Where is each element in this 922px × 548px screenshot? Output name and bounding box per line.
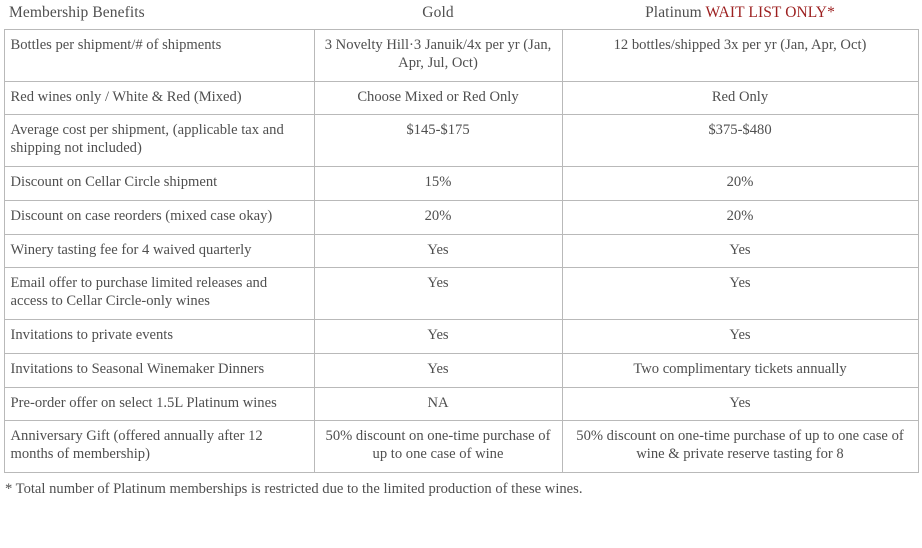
table-header — [4, 0, 918, 30]
table-row — [4, 353, 918, 387]
benefit-label: Average cost per shipment, (applicable tax and shipping not included) — [4, 115, 314, 167]
gold-value: 15% — [314, 166, 562, 200]
table-row — [4, 30, 918, 82]
header-gold: Gold — [422, 4, 454, 21]
gold-value: 20% — [314, 200, 562, 234]
platinum-value: 20% — [562, 200, 918, 234]
platinum-value: $375-$480 — [562, 115, 918, 167]
gold-value: Yes — [314, 319, 562, 353]
benefit-label: Red wines only / White & Red (Mixed) — [4, 81, 314, 115]
gold-value: 50% discount on one-time purchase of up to one case of wine — [314, 421, 562, 473]
table-row — [4, 387, 918, 421]
table-row — [4, 234, 918, 268]
table-body — [4, 30, 918, 473]
gold-value: Yes — [314, 353, 562, 387]
benefit-label: Invitations to private events — [4, 319, 314, 353]
platinum-value: Yes — [562, 387, 918, 421]
platinum-value: Yes — [562, 234, 918, 268]
gold-value: NA — [314, 387, 562, 421]
platinum-value: Two complimentary tickets annually — [562, 353, 918, 387]
header-row — [4, 0, 918, 30]
header-platinum — [562, 0, 918, 30]
benefit-label: Email offer to purchase limited releases and access to Cellar Circle-only wines — [4, 268, 314, 320]
membership-benefits-table — [4, 0, 919, 473]
gold-value: $145-$175 — [314, 115, 562, 167]
benefit-label: Discount on case reorders (mixed case okay) — [4, 200, 314, 234]
benefit-label: Invitations to Seasonal Winemaker Dinners — [4, 353, 314, 387]
gold-value: Yes — [314, 268, 562, 320]
table-row — [4, 81, 918, 115]
benefit-label: Bottles per shipment/# of shipments — [4, 30, 314, 82]
gold-value: Choose Mixed or Red Only — [314, 81, 562, 115]
benefit-label: Discount on Cellar Circle shipment — [4, 166, 314, 200]
platinum-value: 20% — [562, 166, 918, 200]
table-row — [4, 421, 918, 473]
benefit-label: Winery tasting fee for 4 waived quarterly — [4, 234, 314, 268]
platinum-value: Yes — [562, 319, 918, 353]
table-row — [4, 268, 918, 320]
platinum-value: Yes — [562, 268, 918, 320]
footnote: * Total number of Platinum memberships is restricted due to the limited production of these wines. — [5, 480, 583, 497]
benefit-label: Pre-order offer on select 1.5L Platinum wines — [4, 387, 314, 421]
platinum-value: 12 bottles/shipped 3x per yr (Jan, Apr, Oct) — [562, 30, 918, 82]
header-benefits: Membership Benefits — [9, 4, 145, 21]
gold-value: 3 Novelty Hill·3 Januik/4x per yr (Jan, Apr, Jul, Oct) — [314, 30, 562, 82]
header-platinum-text: Platinum — [645, 4, 706, 21]
table-row — [4, 319, 918, 353]
platinum-value: Red Only — [562, 81, 918, 115]
benefit-label: Anniversary Gift (offered annually after 12 months of membership) — [4, 421, 314, 473]
gold-value: Yes — [314, 234, 562, 268]
platinum-value: 50% discount on one-time purchase of up to one case of wine & private reserve tasting for 8 — [562, 421, 918, 473]
table-row — [4, 115, 918, 167]
table-row — [4, 166, 918, 200]
wait-list-note: WAIT LIST ONLY* — [705, 4, 835, 21]
table-row — [4, 200, 918, 234]
